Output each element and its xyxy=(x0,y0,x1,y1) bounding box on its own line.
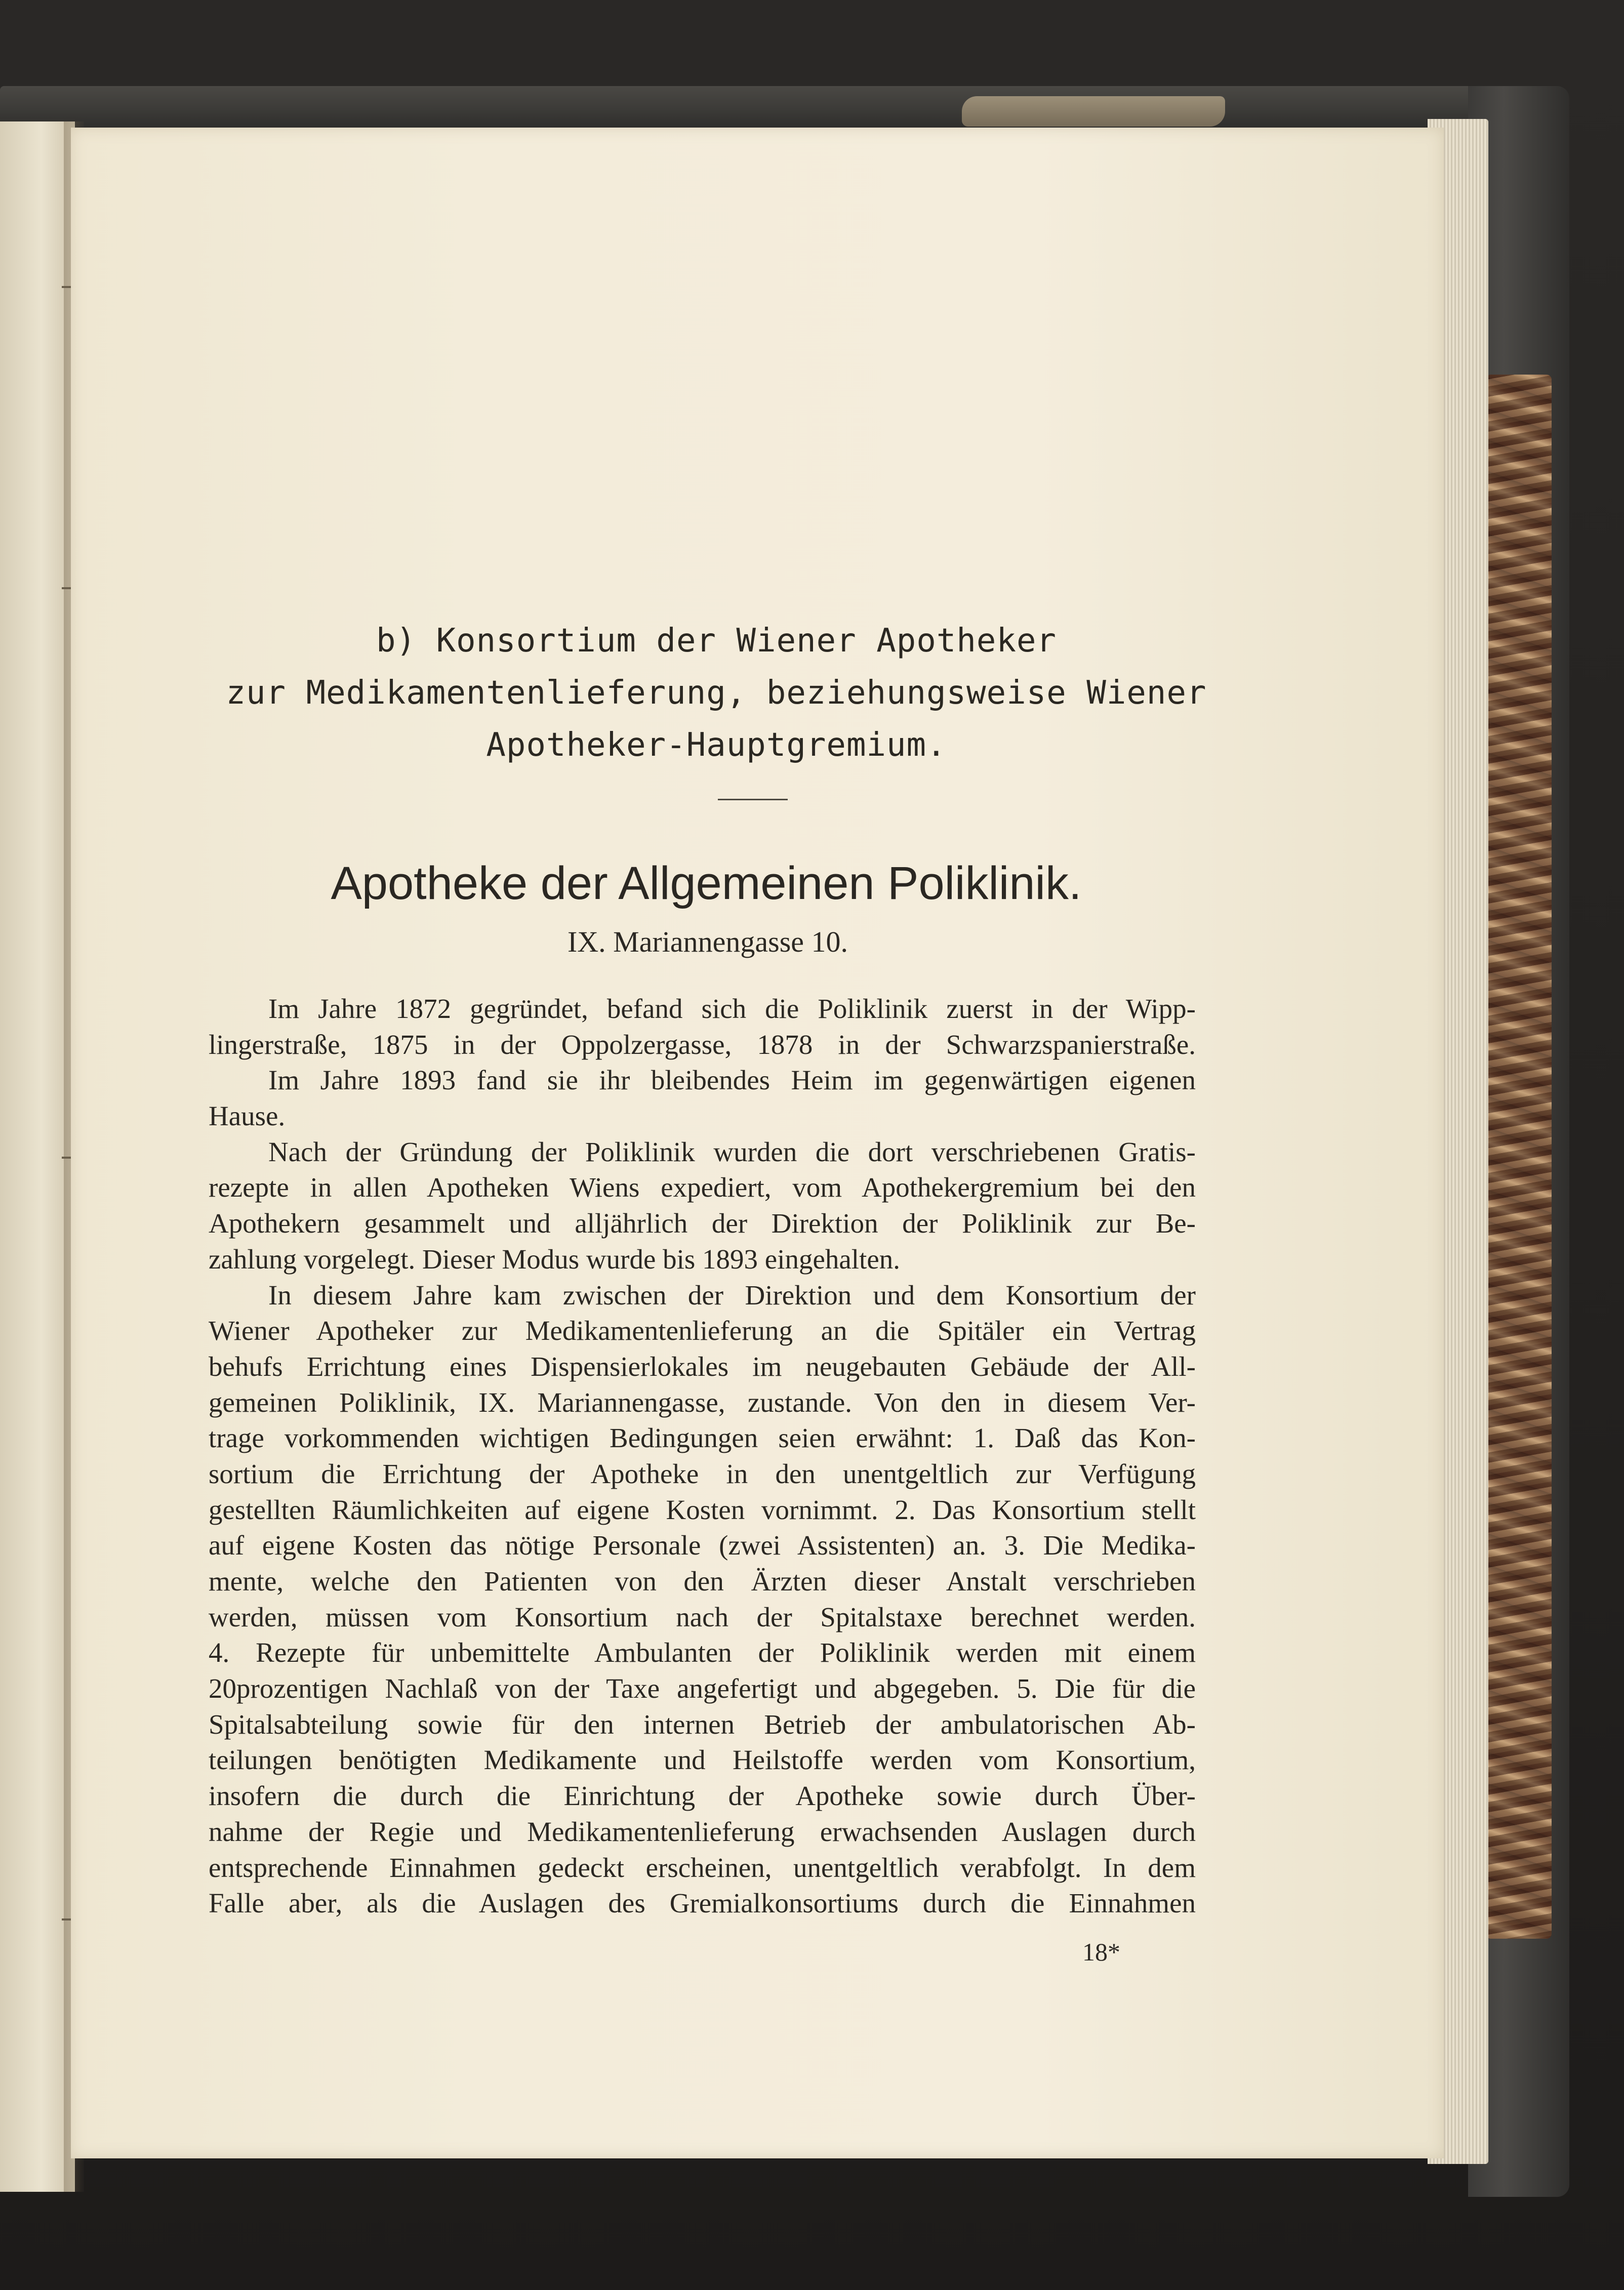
body-line: Apothekern gesammelt und alljährlich der Direktion der Poliklinik zur Be- xyxy=(209,1208,1196,1239)
spine-tape xyxy=(962,96,1225,127)
body-line: Im Jahre 1872 gegründet, befand sich die Poliklinik zuerst in der Wipp- xyxy=(268,993,1196,1024)
section-divider-rule xyxy=(718,799,788,800)
body-line: Hause. xyxy=(209,1100,286,1132)
body-line: gemeinen Poliklinik, IX. Mariannengasse, zustande. Von den in diesem Ver- xyxy=(209,1386,1196,1418)
body-line: In diesem Jahre kam zwischen der Direktion und dem Konsortium der xyxy=(268,1279,1196,1311)
body-line: mente, welche den Patienten von den Ärzten dieser Anstalt verschrieben xyxy=(209,1566,1196,1597)
article-address: IX. Mariannengasse 10. xyxy=(567,925,848,958)
body-line: auf eigene Kosten das nötige Personale (zwei Assistenten) an. 3. Die Medika- xyxy=(209,1530,1196,1561)
book-cover-top-edge xyxy=(0,86,1564,132)
body-line: zahlung vorgelegt. Dieser Modus wurde bis 1893 eingehalten. xyxy=(209,1243,901,1275)
section-heading-line: Apotheker-Hauptgremium. xyxy=(486,726,947,764)
marbled-endpaper xyxy=(1486,375,1552,1939)
section-heading-line: zur Medikamentenlieferung, beziehungsweise Wiener xyxy=(226,674,1207,712)
body-line: teilungen benötigten Medikamente und Heilstoffe werden vom Konsortium, xyxy=(209,1744,1196,1776)
body-line: trage vorkommenden wichtigen Bedingungen seien erwähnt: 1. Daß das Kon- xyxy=(209,1422,1196,1454)
body-line: entsprechende Einnahmen gedeckt erscheinen, unentgeltlich verabfolgt. In dem xyxy=(209,1852,1196,1883)
body-line: Wiener Apotheker zur Medikamentenlieferung an die Spitäler ein Vertrag xyxy=(209,1315,1196,1346)
body-line: Im Jahre 1893 fand sie ihr bleibendes Heim im gegenwärtigen eigenen xyxy=(268,1065,1196,1096)
body-line: gestellten Räumlichkeiten auf eigene Kosten vornimmt. 2. Das Konsortium stellt xyxy=(209,1494,1196,1525)
body-line: nahme der Regie und Medikamentenlieferung erwachsenden Auslagen durch xyxy=(209,1816,1196,1847)
body-line: 4. Rezepte für unbemittelte Ambulanten der Poliklinik werden mit einem xyxy=(209,1637,1196,1668)
body-line: 20prozentigen Nachlaß von der Taxe angefertigt und abgegeben. 5. Die für die xyxy=(209,1673,1196,1704)
body-line: insofern die durch die Einrichtung der Apotheke sowie durch Über- xyxy=(209,1780,1196,1812)
body-line: Nach der Gründung der Poliklinik wurden die dort verschriebenen Gratis- xyxy=(268,1136,1196,1167)
article-title: Apotheke der Allgemeinen Poliklinik. xyxy=(331,857,1082,909)
body-line: Falle aber, als die Auslagen des Gremialkonsortiums durch die Einnahmen xyxy=(209,1888,1196,1919)
body-line: lingerstraße, 1875 in der Oppolzergasse, 1878 in der Schwarzspanierstraße. xyxy=(209,1029,1196,1060)
body-line: rezepte in allen Apotheken Wiens expediert, vom Apothekergremium bei den xyxy=(209,1172,1196,1203)
body-line: werden, müssen vom Konsortium nach der Spitalstaxe berechnet werden. xyxy=(209,1601,1196,1632)
page-number: 18* xyxy=(1082,1938,1120,1966)
body-line: Spitalsabteilung sowie für den internen Betrieb der ambulatorischen Ab- xyxy=(209,1708,1196,1740)
section-heading xyxy=(0,615,1433,771)
article-body xyxy=(209,991,1196,1921)
section-heading-line: b) Konsortium der Wiener Apotheker xyxy=(376,622,1057,660)
body-line: sortium die Errichtung der Apotheke in den unentgeltlich zur Verfügung xyxy=(209,1458,1196,1489)
body-line: behufs Errichtung eines Dispensierlokales im neugebauten Gebäude der All- xyxy=(209,1351,1196,1382)
